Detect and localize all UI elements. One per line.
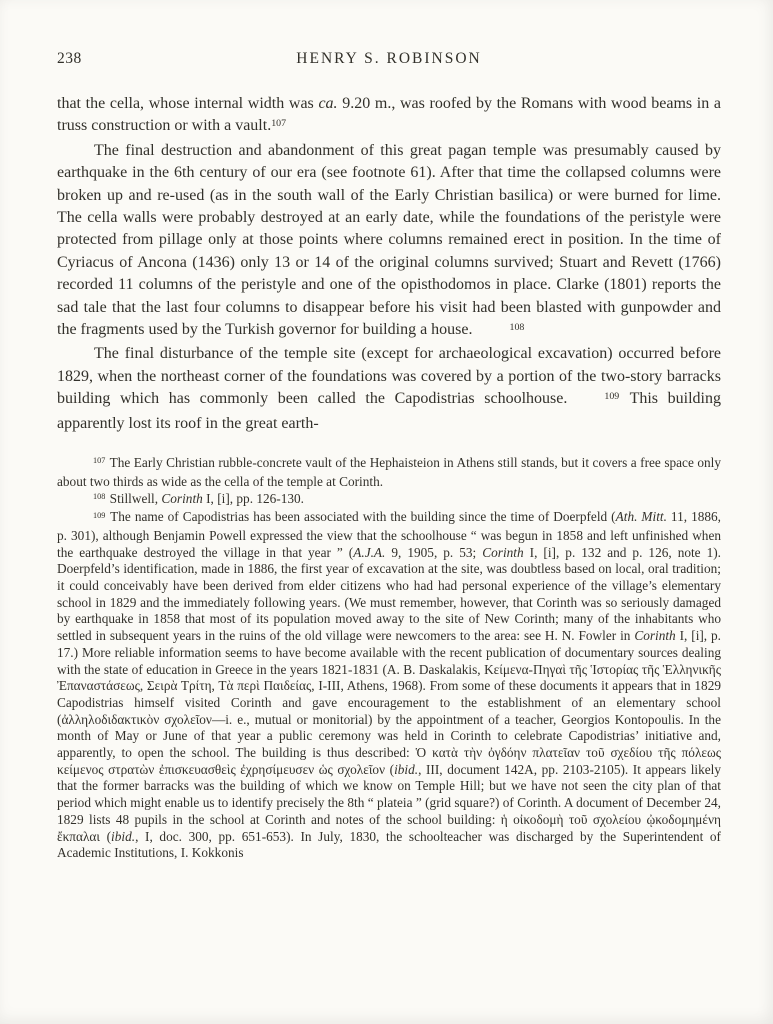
text-run: Corinth (482, 544, 524, 560)
paragraph (57, 140, 721, 344)
text-run: Ath. Mitt. (615, 509, 667, 525)
text-run: Ὁ κατὰ τὴν ὀγδόην πλατεῖαν τοῦ σχεδίου τῆς πόλεως κείμενος στρατὼν ἐπισκευασθεὶς ἐχρησίμευσεν ὡς σχολεῖον (57, 745, 721, 777)
footnote-marker: 107 (93, 456, 106, 466)
paragraph (57, 343, 721, 435)
text-run: Stillwell, (106, 490, 162, 506)
text-run: ibid. (111, 828, 136, 844)
text-run: A.J.A. (353, 544, 386, 560)
body-text (57, 93, 721, 435)
text-run: ( (385, 761, 395, 777)
text-run: ἀλληλοδιδακτικὸν σχολεῖον (61, 711, 212, 727)
text-run: , I, doc. 300, pp. 651-653). In July, 1830, the schoolteacher was discharged by the Superintendent of Academic Institutions, I. Kokkonis (57, 828, 721, 861)
text-run: 9.20 m., was roofed by the Romans with wood beams in a truss construction or with a vault. (57, 95, 722, 135)
footnotes-section (57, 455, 721, 862)
footnote-marker: 107 (271, 117, 287, 129)
text-run: I, [i], pp. 126-130. (202, 490, 304, 506)
text-run: Corinth (634, 628, 676, 644)
footnote (57, 491, 721, 510)
footnote-marker: 108 (93, 491, 106, 501)
footnote-marker: 109 (93, 510, 106, 520)
text-run: ( (99, 828, 112, 844)
text-run: ἡ οἰκοδομὴ τοῦ σχολείου ᾠκοδομημένη ἔκπαλαι (57, 811, 721, 844)
text-run: I, [i], p. 132 and p. 126, note 1). Doerpfeld’s identification, made in 1886, the first year of excavation at the site, was doubtless based on local, oral tradition; it could conceivably have been derived from elder citizens who had had personal experience of the village’s elementary school in 1829 and the immediately following years. (We must remember, however, that Corinth was so seriously damaged by earthquake in 1858 that most of its population moved away to the site of New Corinth; many of the inhabitants who settled in subsequent years in the ruins of the old village were newcomers to the area: see H. N. Fowler in (57, 544, 721, 644)
text-run: I-III, Athens, 1968). From some of these documents it appears that in 1829 Capodistrias himself visited Corinth and gave encouragement to the establishment of an elementary school ( (57, 678, 721, 727)
text-run: ibid. (394, 761, 419, 777)
text-run: Κείμενα-Πηγαὶ τῆς Ἱστορίας τῆς Ἑλληνικῆς Ἐπαναστάσεως, Σειρὰ Τρίτη, Τὰ περὶ Παιδείας, (57, 661, 721, 694)
footnote (57, 509, 721, 862)
text-run: 11, 1886, p. 301), although Benjamin Powell expressed the view that the schoolhouse “ was begun in 1858 and left unfinished when the earthquake destroyed the village in that year ” ( (57, 509, 721, 560)
paragraph (57, 93, 721, 140)
running-head (57, 50, 721, 70)
text-run: ca. (318, 95, 338, 112)
footnote-marker: 108 (509, 321, 525, 333)
text-run: —i. e., mutual or monitorial) by the appointment of a teacher, Georgios Kontopoulis. In the month of May or June of that year a public ceremony was held in Corinth to celebrate Capodistrias’ initiative and, apparently, to open the school. The building is thus described: (57, 711, 721, 761)
text-run: This building apparently lost its roof in the great earth- (57, 390, 721, 432)
text-run: that the cella, whose internal width was (57, 95, 319, 112)
text-run: The final destruction and abandonment of this great pagan temple was presumably caused by earthquake in the 6th century of our era (see footnote 61). After that time the collapsed columns were broken up and re-used (as in the south wall of the Early Christian basilica) or were burned for lime. The cella walls were probably destroyed at an early date, while the foundations of the peristyle were protected from pillage only at those points where columns remained erect in position. In the time of Cyriacus of Ancona (1436) only 13 or 14 of the original columns survived; Stuart and Revett (1766) recorded 11 columns of the peristyle and one of the opisthodomos in place. Clarke (1801) reports the sad tale that the last four columns to disappear before his visit had been blasted with gunpowder and the fragments used by the Turkish governor for building a house. (57, 141, 721, 339)
footnote (57, 455, 721, 490)
text-run: Corinth (161, 490, 203, 506)
footnote-marker: 109 (604, 390, 620, 402)
text-run: I, [i], p. 17.) More reliable information seems to have become available with the recent publication of documentary sources dealing with the state of education in Greece in the years 1821-1831 (A. B. Daskalakis, (57, 628, 722, 677)
text-run: The Early Christian rubble-concrete vault of the Hephaisteion in Athens still stands, but it covers a free space only about two thirds as wide as the cella of the temple at Corinth. (57, 455, 721, 489)
text-run: The name of Capodistrias has been associated with the building since the time of Doerpfeld ( (106, 509, 616, 525)
running-head-title: HENRY S. ROBINSON (296, 50, 482, 67)
text-run: , III, document 142A, pp. 2103-2105). It appears likely that the former barracks was the building of which we know on Temple Hill; but we have not seen the city plan of that period which might enable us to identify precisely the 8th “ plateia ” (grid square?) of Corinth. A document of December 24, 1829 lists 48 pupils in the school at Corinth and notes of the school building: (57, 761, 721, 827)
page-number: 238 (57, 50, 82, 67)
text-run: 9, 1905, p. 53; (385, 544, 483, 560)
text-run: The final disturbance of the temple site (except for archaeological excavation) occurred before 1829, when the northeast corner of the foundations was covered by a portion of the two-story barracks building which has commonly been called the Capodistrias schoolhouse. (57, 345, 721, 408)
